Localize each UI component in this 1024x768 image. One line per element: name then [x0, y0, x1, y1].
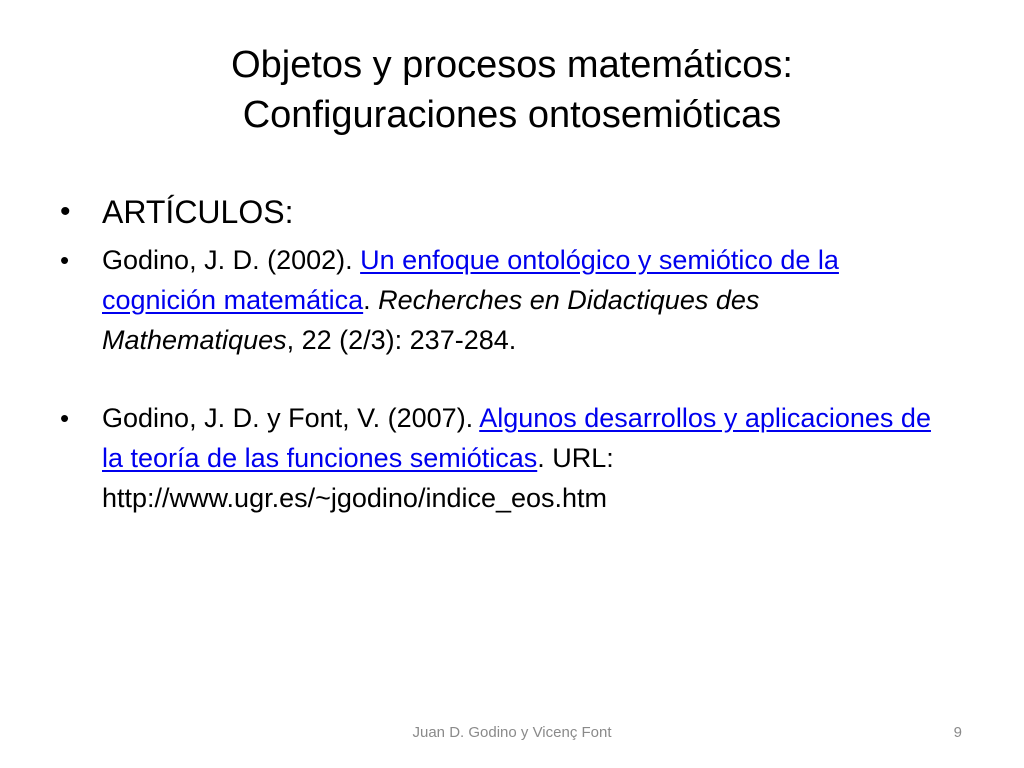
bullet-dot-icon: • — [60, 195, 71, 228]
ref1-prefix: Godino, J. D. (2002). — [102, 245, 361, 275]
ref1-journal: Recherches en Didactiques des Mathematiques — [102, 285, 760, 355]
ref1-separator: . — [363, 285, 379, 315]
reference-1 — [58, 240, 958, 360]
bullet-dot-icon: • — [60, 403, 70, 433]
heading-text: ARTÍCULOS: — [102, 194, 294, 230]
ref1-link[interactable]: Un enfoque ontológico y semiótico de la cognición matemática — [102, 245, 839, 315]
page-number: 9 — [953, 724, 962, 741]
footer-author: Juan D. Godino y Vicenç Font — [412, 724, 612, 741]
ref1-suffix: , 22 (2/3): 237-284. — [286, 325, 517, 355]
bullet-list — [58, 190, 958, 518]
ref2-prefix: Godino, J. D. y Font, V. (2007). — [102, 403, 480, 433]
title-line-2: Configuraciones ontosemióticas — [242, 94, 782, 136]
bullet-dot-icon: • — [60, 245, 70, 275]
title-line-1: Objetos y procesos matemáticos: — [231, 44, 793, 86]
ref2-suffix: . URL: http://www.ugr.es/~jgodino/indice_eos.htm — [102, 443, 614, 513]
spacer — [58, 360, 958, 398]
ref2-link[interactable]: Algunos desarrollos y aplicaciones de la teoría de las funciones semióticas — [102, 403, 931, 473]
reference-2 — [58, 398, 958, 518]
slide-title — [120, 40, 904, 140]
bullet-heading — [58, 190, 958, 234]
